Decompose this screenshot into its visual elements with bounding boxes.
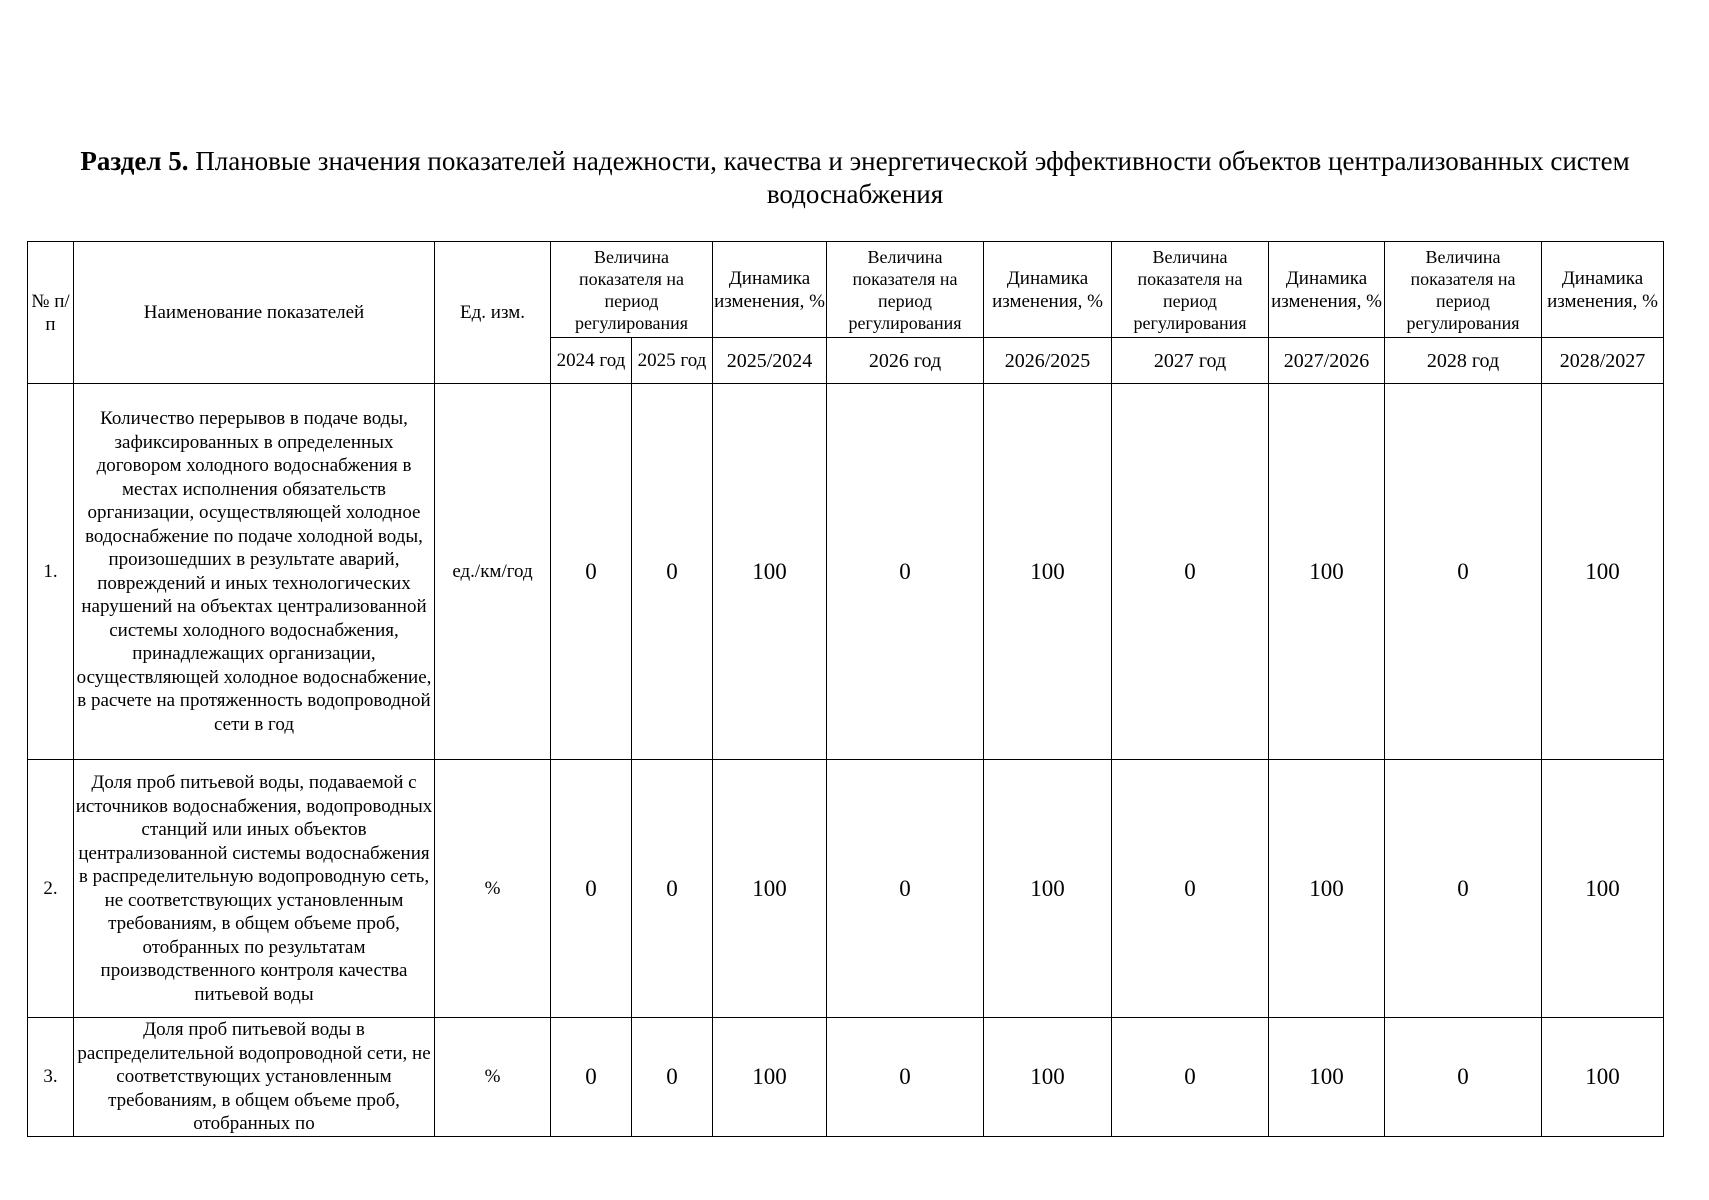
header-value-period-2024-2025: Величина показателя на период регулирования xyxy=(551,242,713,338)
value-2024: 0 xyxy=(551,1018,632,1137)
unit-cell: ед./км/год xyxy=(435,384,551,760)
indicator-name: Количество перерывов в подаче воды, зафиксированных в определенных договором холодного водоснабжения в местах исполнения обязательств организации, осуществляющей холодное водоснабжение по подаче холодной воды, произошедших в результате аварий, повреждений и иных технологических нарушений на объектах централизованной системы холодного водоснабжения, принадлежащих организации, осуществляющей холодное водоснабжение, в расчете на протяженность водопроводной сети в год xyxy=(74,384,435,760)
header-value-period-2028: Величина показателя на период регулирования xyxy=(1385,242,1542,338)
dynamics-2028: 100 xyxy=(1542,760,1664,1018)
value-2027: 0 xyxy=(1112,760,1269,1018)
row-number: 2. xyxy=(28,760,74,1018)
value-2025: 0 xyxy=(632,1018,713,1137)
dynamics-2025: 100 xyxy=(713,1018,827,1137)
unit-cell: % xyxy=(435,1018,551,1137)
header-ratio-2027: 2027/2026 xyxy=(1269,338,1385,384)
row-number: 1. xyxy=(28,384,74,760)
dynamics-2026: 100 xyxy=(984,384,1112,760)
header-year-2026: 2026 год xyxy=(827,338,984,384)
value-2026: 0 xyxy=(827,384,984,760)
value-2028: 0 xyxy=(1385,760,1542,1018)
value-2027: 0 xyxy=(1112,384,1269,760)
section-title: Плановые значения показателей надежности, качества и энергетической эффективности объектов централизованных систем водоснабжения xyxy=(195,146,1630,209)
header-value-period-2026: Величина показателя на период регулирования xyxy=(827,242,984,338)
table-row xyxy=(28,760,1664,1018)
header-year-2027: 2027 год xyxy=(1112,338,1269,384)
value-2026: 0 xyxy=(827,1018,984,1137)
table-row xyxy=(28,1018,1664,1137)
header-dynamics-2025: Динамика изменения, % xyxy=(713,242,827,338)
indicator-name: Доля проб питьевой воды в распределительной водопроводной сети, не соответствующих установленным требованиям, в общем объеме проб, отобранных по xyxy=(74,1018,435,1137)
value-2024: 0 xyxy=(551,384,632,760)
dynamics-2026: 100 xyxy=(984,1018,1112,1137)
header-dynamics-2028: Динамика изменения, % xyxy=(1542,242,1664,338)
header-ratio-2025: 2025/2024 xyxy=(713,338,827,384)
header-name: Наименование показателей xyxy=(74,242,435,384)
table-row xyxy=(28,384,1664,760)
header-dynamics-2027: Динамика изменения, % xyxy=(1269,242,1385,338)
indicator-name: Доля проб питьевой воды, подаваемой с источников водоснабжения, водопроводных станций или иных объектов централизованной системы водоснабжения в распределительную водопроводную сеть, не соответствующих установленным требованиям, в общем объеме проб, отобранных по результатам производственного контроля качества питьевой воды xyxy=(74,760,435,1018)
indicators-table xyxy=(27,241,1664,1137)
row-number: 3. xyxy=(28,1018,74,1137)
value-2025: 0 xyxy=(632,384,713,760)
value-2028: 0 xyxy=(1385,1018,1542,1137)
dynamics-2028: 100 xyxy=(1542,1018,1664,1137)
header-value-period-2027: Величина показателя на период регулирования xyxy=(1112,242,1269,338)
header-year-2024: 2024 год xyxy=(551,338,632,384)
unit-cell: % xyxy=(435,760,551,1018)
value-2026: 0 xyxy=(827,760,984,1018)
section-label: Раздел 5. xyxy=(80,146,189,176)
value-2027: 0 xyxy=(1112,1018,1269,1137)
dynamics-2027: 100 xyxy=(1269,760,1385,1018)
dynamics-2026: 100 xyxy=(984,760,1112,1018)
value-2028: 0 xyxy=(1385,384,1542,760)
page-title xyxy=(60,145,1650,211)
header-year-2025: 2025 год xyxy=(632,338,713,384)
value-2025: 0 xyxy=(632,760,713,1018)
dynamics-2025: 100 xyxy=(713,384,827,760)
dynamics-2028: 100 xyxy=(1542,384,1664,760)
dynamics-2027: 100 xyxy=(1269,1018,1385,1137)
header-dynamics-2026: Динамика изменения, % xyxy=(984,242,1112,338)
header-ratio-2026: 2026/2025 xyxy=(984,338,1112,384)
value-2024: 0 xyxy=(551,760,632,1018)
dynamics-2025: 100 xyxy=(713,760,827,1018)
header-num: № п/п xyxy=(28,242,74,384)
header-unit: Ед. изм. xyxy=(435,242,551,384)
header-year-2028: 2028 год xyxy=(1385,338,1542,384)
dynamics-2027: 100 xyxy=(1269,384,1385,760)
header-ratio-2028: 2028/2027 xyxy=(1542,338,1664,384)
